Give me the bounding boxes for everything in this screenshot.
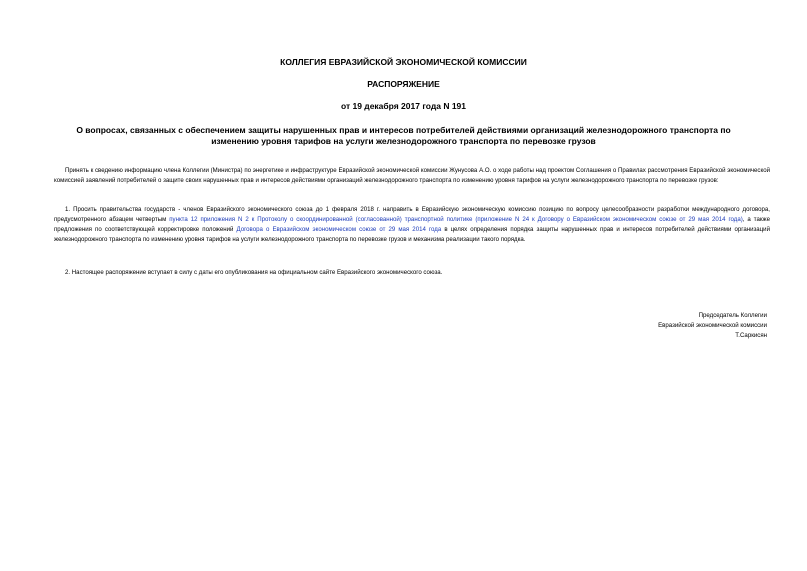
signature-position: Председатель Коллегии (698, 312, 767, 319)
document-date-number: от 19 декабря 2017 года N 191 (340, 101, 467, 111)
item-1-text-c: в целях определения порядка защиты нарушенных прав и интересов потребителей действиями организаций железнодорожного транспорта по изменению уровня тарифов на услуги железнодорожного транспорта по перевозке грузов и механизма реализации такого порядка. (54, 226, 770, 243)
item-1-text-a: 1. Просить правительства государств - членов Евразийского экономического союза до 1 февраля 2018 г. направить в Евразийскую экономическую комиссию позицию по вопросу целесообразности разработки международного договора, предусмотренного абзацем четвертым (54, 206, 770, 223)
treaty-link[interactable]: Договора о Евразийском экономическом союзе от 29 мая 2014 года (236, 226, 442, 233)
document-subject: О вопросах, связанных с обеспечением защиты нарушенных прав и интересов потребителей действиями организаций железнодорожного транспорта по изменению уровня тарифов на услуги железнодорожного транспорта по перевозке грузов (76, 125, 731, 146)
organization-title: КОЛЛЕГИЯ ЕВРАЗИЙСКОЙ ЭКОНОМИЧЕСКОЙ КОМИССИИ (280, 57, 527, 67)
intro-paragraph: Принять к сведению информацию члена Коллегии (Министра) по энергетике и инфраструктуре Евразийской экономической комиссии Жунусова А.О. о ходе работы над проектом Соглашения о Правилах рассмотрения Евразийской экономической комиссией заявлений потребителей о защите своих нарушенных прав и интересов действиями организаций железнодорожного транспорта по изменению уровня тарифов на услуги железнодорожного транспорта по перевозке грузов: (54, 167, 770, 184)
document-type: РАСПОРЯЖЕНИЕ (367, 79, 440, 89)
item-1-paragraph (54, 205, 770, 245)
item-2-paragraph: 2. Настоящее распоряжение вступает в силу с даты его опубликования на официальном сайте Евразийского экономического союза. (65, 269, 443, 276)
signature-organization: Евразийской экономической комиссии (658, 322, 767, 329)
signature-name: Т.Саркисян (735, 332, 767, 339)
item-1-text-b: , а также предложения по соответствующей корректировке положений (54, 216, 771, 233)
protocol-link[interactable]: пункта 12 приложения N 2 к Протоколу о скоординированной (согласованной) транспортной политике (приложение N 24 к Договору о Евразийском экономическом союзе от 29 мая 2014 года) (169, 216, 743, 223)
